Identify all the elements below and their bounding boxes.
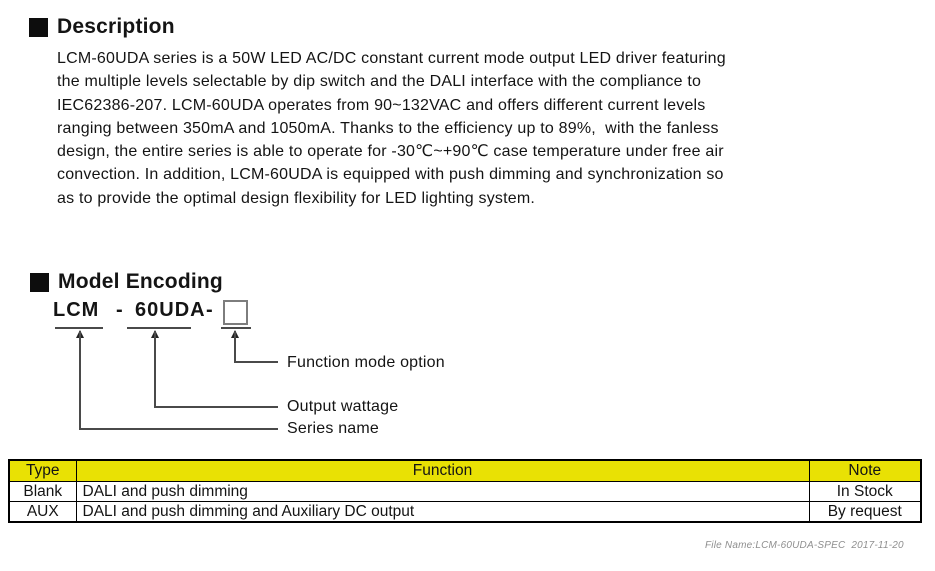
function-cell: DALI and push dimming and Auxiliary DC output — [76, 502, 809, 523]
note-cell: By request — [809, 502, 921, 523]
description-paragraph — [57, 47, 726, 210]
description-line: the multiple levels selectable by dip switch and the DALI interface with the compliance to — [57, 73, 702, 91]
col-header-function: Function — [76, 460, 809, 482]
wattage-connector-vline — [154, 331, 156, 407]
model-dash: - — [116, 299, 124, 321]
series-name-label: Series name — [287, 420, 380, 437]
table-row — [9, 482, 921, 502]
type-cell: Blank — [9, 482, 76, 502]
description-line: IEC62386-207. LCM-60UDA operates from 90~132VAC and offers different current levels — [57, 96, 706, 114]
model-series-code: LCM — [53, 299, 100, 321]
description-line: as to provide the optimal design flexibility for LED lighting system. — [57, 189, 536, 207]
model-encoding-title: Model Encoding — [58, 270, 223, 293]
table-row — [9, 502, 921, 523]
type-cell: AUX — [9, 502, 76, 523]
description-line: design, the entire series is able to operate for -30℃~+90℃ case temperature under free air — [57, 143, 724, 161]
mode-box-underline — [221, 327, 251, 329]
description-line: convection. In addition, LCM-60UDA is equipped with push dimming and synchronization so — [57, 166, 724, 184]
function-mode-option-label: Function mode option — [287, 354, 445, 371]
function-option-table — [8, 459, 922, 523]
series-connector-vline — [79, 331, 81, 429]
section-bullet-icon — [29, 18, 48, 37]
mode-connector-vline — [234, 331, 236, 362]
series-connector-hline — [79, 428, 278, 430]
model-dash: - — [206, 299, 214, 321]
mode-connector-hline — [234, 361, 278, 363]
table-header-row — [9, 460, 921, 482]
col-header-note: Note — [809, 460, 921, 482]
wattage-connector-hline — [154, 406, 278, 408]
function-cell: DALI and push dimming — [76, 482, 809, 502]
description-heading — [29, 15, 175, 39]
model-wattage-code: 60UDA — [135, 299, 206, 321]
series-underline — [55, 327, 103, 329]
description-line: LCM-60UDA series is a 50W LED AC/DC constant current mode output LED driver featuring — [57, 50, 726, 67]
section-bullet-icon — [30, 273, 49, 292]
file-name-note: File Name:LCM-60UDA-SPEC 2017-11-20 — [705, 540, 904, 551]
wattage-underline — [127, 327, 191, 329]
function-mode-option-box — [223, 300, 248, 325]
model-encoding-heading — [30, 270, 223, 294]
description-title: Description — [57, 15, 175, 38]
col-header-type: Type — [9, 460, 76, 482]
output-wattage-label: Output wattage — [287, 398, 399, 415]
description-line: ranging between 350mA and 1050mA. Thanks to the efficiency up to 89%, with the fanless — [57, 119, 719, 137]
note-cell: In Stock — [809, 482, 921, 502]
